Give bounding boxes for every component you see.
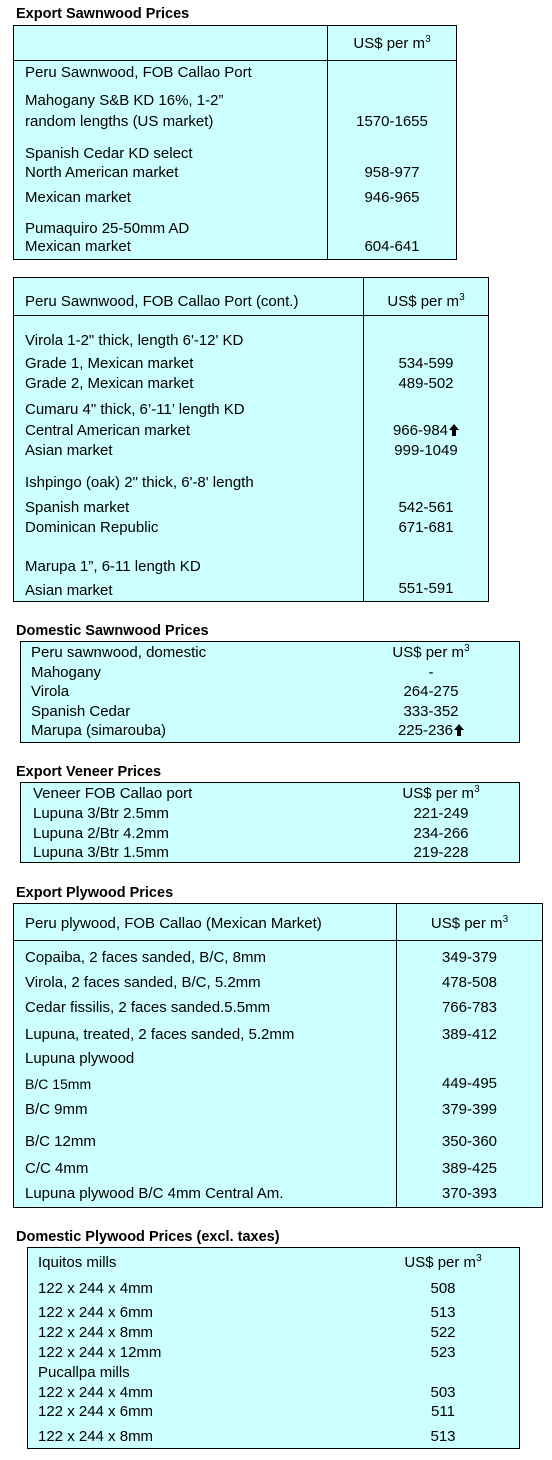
table-row-value: 966-984 (364, 422, 488, 440)
table-row-label: North American market (25, 164, 179, 181)
table-row-label: Grade 2, Mexican market (25, 375, 194, 392)
domestic-sawnwood-table (20, 641, 520, 743)
table-row-value: 379-399 (441, 1101, 498, 1118)
table-row-label: Copaiba, 2 faces sanded, B/C, 8mm (25, 949, 266, 966)
table-row-label: Lupuna plywood (25, 1050, 135, 1067)
table-row-label: Grade 1, Mexican market (25, 355, 194, 372)
table-header-label: Peru Sawnwood, FOB Callao Port (cont.) (25, 293, 299, 310)
table-header-label: Iquitos mills (38, 1254, 117, 1271)
table-row-value: 508 (430, 1280, 456, 1297)
table-row-value: 389-425 (441, 1160, 498, 1177)
table-row-value: 489-502 (398, 375, 454, 392)
table-row-label: Lupuna plywood B/C 4mm Central Am. (25, 1185, 284, 1202)
table-row-value: 604-641 (364, 238, 420, 255)
table-row-label: Asian market (25, 582, 113, 599)
table-row-value: 671-681 (398, 519, 454, 536)
table-row-value: 523 (430, 1344, 456, 1361)
table-header-label: Peru sawnwood, domestic (31, 644, 207, 661)
table-row-label: Cedar fissilis, 2 faces sanded.5.5mm (25, 999, 271, 1016)
export-sawnwood-table (13, 25, 457, 260)
table-header-label: Veneer FOB Callao port (33, 785, 193, 802)
unit-header: US$ per $m^3$ (402, 784, 480, 802)
unit-header: US$ per $m^3$ (392, 643, 470, 661)
table-row-label: C/C 4mm (25, 1160, 89, 1177)
table-row-label: Ishpingo (oak) 2" thick, 6'-8' length (25, 474, 254, 491)
table-row-label: Asian market (25, 442, 113, 459)
table-row-label: Mexican market (25, 238, 131, 255)
table-row-value: 511 (431, 1403, 455, 1420)
table-row-label: Central American market (25, 422, 191, 439)
header-divider (14, 60, 456, 61)
domestic-plywood-heading: Domestic Plywood Prices (excl. taxes) (16, 1229, 280, 1245)
table-row-label: Virola, 2 faces sanded, B/C, 5.2mm (25, 974, 261, 991)
table-row-value: 349-379 (441, 949, 498, 966)
unit-header: US$ per $m^3$ (387, 292, 465, 310)
table-row-label: B/C 12mm (25, 1133, 96, 1150)
table-row-value: 333-352 (403, 703, 459, 720)
table-row-label: Marupa (simarouba) (31, 722, 167, 739)
table-row-value: 449-495 (441, 1075, 498, 1092)
table-row-value: - (428, 664, 434, 681)
table-row-value: 542-561 (398, 499, 454, 516)
table-row-label: 122 x 244 x 4mm (38, 1280, 154, 1297)
table-row-value: 234-266 (413, 825, 469, 842)
table-row-label: Marupa 1”, 6-11 length KD (25, 558, 201, 575)
table-row-label: B/C 15mm (25, 1076, 92, 1092)
table-row-value: 958-977 (364, 164, 420, 181)
table-row-label: Spanish Cedar KD select (25, 145, 193, 162)
up-arrow-icon (454, 724, 464, 736)
header-divider (14, 315, 488, 316)
table-row-value: 350-360 (441, 1133, 498, 1150)
table-row-value: 219-228 (413, 844, 469, 861)
table-row-label: 122 x 244 x 6mm (38, 1403, 154, 1420)
table-row-label: Virola (31, 683, 70, 700)
table-row-label: B/C 9mm (25, 1101, 88, 1118)
table-row-value: 225-236 (366, 722, 496, 740)
table-row-label: Pumaquiro 25-50mm AD (25, 220, 190, 237)
export-plywood-table (13, 903, 543, 1208)
table-row-value: 503 (430, 1384, 456, 1401)
table-row-label: Lupuna 3/Btr 1.5mm (33, 844, 169, 861)
table-row-value: 513 (430, 1428, 456, 1445)
table-row-label: Peru Sawnwood, FOB Callao Port (25, 64, 252, 81)
table-row-value: 1570-1655 (356, 113, 428, 130)
table-row-value: 551-591 (398, 580, 454, 597)
table-row-value: 478-508 (441, 974, 498, 991)
table-row-value: 522 (430, 1324, 456, 1341)
unit-header: US$ per $m^3$ (353, 34, 431, 52)
table-row-label: Pucallpa mills (38, 1364, 130, 1381)
export-plywood-heading: Export Plywood Prices (16, 885, 174, 901)
table-row-label: Mahogany S&B KD 16%, 1-2” (25, 92, 224, 109)
domestic-sawnwood-heading: Domestic Sawnwood Prices (16, 623, 209, 639)
up-arrow-icon (449, 424, 459, 436)
table-row-label: Lupuna, treated, 2 faces sanded, 5.2mm (25, 1026, 295, 1043)
export-sawnwood-cont-table (13, 277, 489, 602)
unit-header: US$ per $m^3$ (404, 1253, 482, 1271)
table-row-value: 766-783 (441, 999, 498, 1016)
header-divider (14, 940, 542, 941)
table-row-label: Mahogany (31, 664, 102, 681)
table-row-label: Lupuna 3/Btr 2.5mm (33, 805, 169, 822)
table-row-label: 122 x 244 x 12mm (38, 1344, 162, 1361)
unit-header: US$ per $m^3$ (430, 914, 509, 932)
table-row-label: 122 x 244 x 6mm (38, 1304, 154, 1321)
table-row-label: Cumaru 4" thick, 6’-11’ length KD (25, 401, 245, 418)
table-row-value: 389-412 (441, 1026, 498, 1043)
table-row-label: Spanish Cedar (31, 703, 131, 720)
table-row-label: 122 x 244 x 8mm (38, 1324, 154, 1341)
table-row-value: 534-599 (398, 355, 454, 372)
table-row-value: 221-249 (413, 805, 469, 822)
table-row-label: Virola 1-2" thick, length 6'-12' KD (25, 332, 244, 349)
domestic-plywood-table (27, 1247, 520, 1449)
table-row-label: Mexican market (25, 189, 131, 206)
table-row-label: 122 x 244 x 4mm (38, 1384, 154, 1401)
table-header-label: Peru plywood, FOB Callao (Mexican Market) (25, 915, 322, 932)
table-row-value: 999-1049 (394, 442, 458, 459)
table-row-label: Lupuna 2/Btr 4.2mm (33, 825, 169, 842)
table-row-label: 122 x 244 x 8mm (38, 1428, 154, 1445)
export-sawnwood-heading: Export Sawnwood Prices (16, 6, 190, 22)
table-row-value: 264-275 (403, 683, 459, 700)
table-row-label: Dominican Republic (25, 519, 159, 536)
table-row-value: 370-393 (441, 1185, 498, 1202)
export-veneer-table (20, 782, 520, 863)
table-row-value: 946-965 (364, 189, 420, 206)
export-veneer-heading: Export Veneer Prices (16, 764, 162, 780)
table-row-label: Spanish market (25, 499, 130, 516)
table-row-label: random lengths (US market) (25, 113, 214, 130)
table-row-value: 513 (430, 1304, 456, 1321)
